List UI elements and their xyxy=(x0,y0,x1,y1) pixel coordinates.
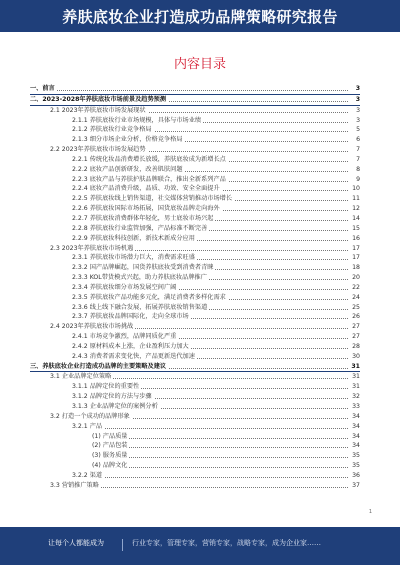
toc-entry-label: 2.4 2023年养肤底妆市场挑战 xyxy=(50,323,134,331)
toc-entry-label: 2.2.6 养肤底妆国际市场拓展，国货底妆品牌走向海外 xyxy=(72,205,220,213)
toc-entry-label: 3.2 打造一个成功的品牌形象 xyxy=(50,412,130,420)
toc-entry[interactable] xyxy=(30,175,360,185)
page-number: 1 xyxy=(368,509,372,515)
toc-entry-page: 28 xyxy=(349,342,360,352)
toc-entry-label: 2.3.7 养肤底妆品牌国际化，走向全球市场 xyxy=(72,313,189,321)
toc-entry-label: 2.2 2023年养肤底妆市场发展趋势 xyxy=(50,146,146,154)
toc-entry-page: 16 xyxy=(349,234,360,244)
toc-entry[interactable] xyxy=(30,283,360,293)
toc-entry-label: 3.1 企业品牌定位策略 xyxy=(50,373,112,381)
toc-entry-label: 2.2.1 传统化妆品消费增长放缓，养肤底妆成为新增长点 xyxy=(72,155,226,163)
toc-entry[interactable] xyxy=(30,234,360,244)
toc-entry-page: 11 xyxy=(349,194,360,204)
toc-leader-dots xyxy=(92,438,348,439)
toc-entry[interactable] xyxy=(30,322,360,332)
toc-entry[interactable] xyxy=(30,165,360,175)
toc-entry[interactable] xyxy=(30,84,360,95)
toc-entry[interactable] xyxy=(30,372,360,382)
toc-entry[interactable] xyxy=(30,382,360,392)
toc-entry[interactable] xyxy=(30,303,360,313)
toc-entry[interactable] xyxy=(30,481,360,491)
toc-entry-page: 17 xyxy=(349,244,360,254)
toc-entry-page: 10 xyxy=(349,184,360,194)
toc-entry-label: 3.2.2 渠道 xyxy=(72,471,103,479)
toc-entry-label: 3.2.1 产品 xyxy=(72,422,103,430)
toc-entry-label: 3.1.1 品牌定位的重要性 xyxy=(72,383,140,391)
toc-entry-page: 3 xyxy=(349,95,360,105)
toc-entry-label: (2) 产品包装 xyxy=(92,442,128,450)
toc-entry-page: 30 xyxy=(349,352,360,362)
toc-entry[interactable] xyxy=(30,432,360,442)
footer-brand-text: 让每个人都能成为 xyxy=(48,539,104,547)
toc-entry[interactable] xyxy=(30,362,360,373)
toc-entry-page: 35 xyxy=(349,451,360,461)
toc-entry-label: 2.2.3 底妆产品与养肤护肤品牌联合，推出全新系列产品 xyxy=(72,175,226,183)
toc-entry-page: 25 xyxy=(349,303,360,313)
toc-entry-page: 20 xyxy=(349,273,360,283)
footer-services-text: 行业专家，管理专家，营销专家，战略专家，成为企业家…… xyxy=(132,539,321,547)
report-title: 养肤底妆企业打造成功品牌策略研究报告 xyxy=(62,8,338,26)
table-of-contents xyxy=(30,84,360,491)
footer-divider xyxy=(122,539,123,551)
toc-entry-label: 2.3.6 线上线下融合发展，拓展养肤底妆销售渠道 xyxy=(72,303,208,311)
toc-entry-label: (4) 品牌文化 xyxy=(92,462,128,470)
toc-entry-page: 32 xyxy=(349,392,360,402)
toc-entry[interactable] xyxy=(30,194,360,204)
toc-entry-page: 33 xyxy=(349,402,360,412)
toc-entry[interactable] xyxy=(30,312,360,322)
toc-entry-page: 7 xyxy=(349,145,360,155)
report-header xyxy=(0,0,400,32)
toc-entry[interactable] xyxy=(30,116,360,126)
toc-entry-label: (1) 产品质量 xyxy=(92,432,128,440)
toc-entry-label: 3.1.3 企业品牌定位的案例分析 xyxy=(72,403,158,410)
toc-entry-label: (3) 服务质量 xyxy=(92,452,128,460)
toc-entry-label: 2.3.1 养肤底妆市场潜力巨大，消费需求旺盛 xyxy=(72,254,195,262)
toc-entry[interactable] xyxy=(30,145,360,155)
toc-entry[interactable] xyxy=(30,263,360,273)
toc-entry-page: 26 xyxy=(349,312,360,322)
toc-entry-page: 5 xyxy=(349,125,360,135)
toc-entry-page: 7 xyxy=(349,155,360,165)
toc-entry[interactable] xyxy=(30,106,360,116)
toc-entry-page: 6 xyxy=(349,135,360,145)
toc-entry[interactable] xyxy=(30,471,360,481)
toc-entry[interactable] xyxy=(30,214,360,224)
toc-entry-page: 18 xyxy=(349,263,360,273)
toc-entry-page: 22 xyxy=(349,283,360,293)
toc-entry[interactable] xyxy=(30,332,360,342)
toc-entry-label: 三、养肤底妆企业打造成功品牌的主要策略及建议 xyxy=(30,362,167,370)
toc-entry-page: 34 xyxy=(349,432,360,442)
toc-entry[interactable] xyxy=(30,125,360,135)
toc-entry-label: 2.2.7 养肤底妆消费群体年轻化，男士底妆市场兴起 xyxy=(72,214,214,222)
toc-entry-page: 31 xyxy=(349,362,360,372)
toc-entry-page: 24 xyxy=(349,293,360,303)
toc-entry-page: 31 xyxy=(349,372,360,382)
toc-entry-label: 2.1.3 细分市场企业分析，价格竞争格局 xyxy=(72,136,183,144)
toc-entry-label: 3.3 营销推广策略 xyxy=(50,481,99,489)
toc-entry[interactable] xyxy=(30,461,360,471)
toc-entry-label: 2.4.3 消费者需求变化快，产品更新迭代加速 xyxy=(72,352,195,360)
toc-entry[interactable] xyxy=(30,95,360,106)
toc-entry[interactable] xyxy=(30,184,360,194)
toc-entry[interactable] xyxy=(30,392,360,402)
toc-entry-page: 14 xyxy=(349,214,360,224)
toc-entry[interactable] xyxy=(30,135,360,145)
toc-entry[interactable] xyxy=(30,451,360,461)
toc-entry[interactable] xyxy=(30,412,360,422)
toc-entry-label: 2.4.1 市场竞争激烈，品牌同质化严重 xyxy=(72,333,177,341)
toc-leader-dots xyxy=(92,467,348,468)
toc-leader-dots xyxy=(92,447,348,448)
toc-entry-page: 34 xyxy=(349,412,360,422)
toc-entry[interactable] xyxy=(30,155,360,165)
toc-entry[interactable] xyxy=(30,273,360,283)
toc-entry-page: 34 xyxy=(349,422,360,432)
toc-entry-label: 一、前言 xyxy=(30,85,55,92)
toc-entry-page: 9 xyxy=(349,175,360,185)
toc-entry-page: 37 xyxy=(349,481,360,491)
toc-leader-dots xyxy=(30,90,348,91)
toc-entry-label: 2.2.9 养肤底妆科技创新，新技术新成分应用 xyxy=(72,234,195,242)
toc-leader-dots xyxy=(72,428,348,429)
toc-entry-label: 2.3.3 KOL带货模式兴起，助力养肤底妆品牌推广 xyxy=(72,274,207,282)
toc-entry-label: 2.1 2023年养肤底妆市场发展现状 xyxy=(50,106,146,114)
toc-entry[interactable] xyxy=(30,253,360,263)
toc-entry-page: 8 xyxy=(349,165,360,175)
toc-entry[interactable] xyxy=(30,224,360,234)
toc-entry[interactable] xyxy=(30,422,360,432)
toc-entry-label: 2.3.4 养肤底妆细分市场发展空间广阔 xyxy=(72,283,177,291)
footer-banner xyxy=(0,527,400,565)
toc-entry[interactable] xyxy=(30,244,360,254)
toc-leader-dots xyxy=(72,477,348,478)
toc-entry-page: 3 xyxy=(349,116,360,126)
toc-entry-page: 3 xyxy=(349,106,360,116)
toc-entry-label: 2.3.5 养肤底妆产品功能多元化，满足消费者多样化需求 xyxy=(72,293,226,301)
toc-entry-label: 2.2.2 底妆产品创新研发，改善肌肤问题 xyxy=(72,165,183,173)
toc-entry-page: 27 xyxy=(349,332,360,342)
toc-entry-label: 2.2.5 养肤底妆线上销售渠道，社交媒体营销推动市场增长 xyxy=(72,195,233,203)
toc-entry-page: 31 xyxy=(349,382,360,392)
toc-entry[interactable] xyxy=(30,441,360,451)
toc-entry-label: 2.1.2 养肤底妆行业竞争格局 xyxy=(72,126,152,134)
toc-entry-page: 15 xyxy=(349,224,360,234)
toc-entry-label: 3.1.2 品牌定位的方法与步骤 xyxy=(72,393,152,401)
toc-entry[interactable] xyxy=(30,204,360,214)
toc-entry-label: 二、2023-2028年养肤底妆市场前景及趋势预测 xyxy=(30,95,167,103)
toc-entry-label: 2.4.2 原材料成本上涨，企业盈利压力加大 xyxy=(72,342,189,350)
toc-entry-label: 2.3 2023年养肤底妆市场机遇 xyxy=(50,244,134,252)
toc-entry-page: 17 xyxy=(349,253,360,263)
toc-entry-label: 2.3.2 国产品牌崛起，国货养肤底妆受到消费者青睐 xyxy=(72,264,214,272)
toc-entry[interactable] xyxy=(30,352,360,362)
toc-entry[interactable] xyxy=(30,342,360,352)
toc-entry-page: 34 xyxy=(349,441,360,451)
toc-entry-page: 12 xyxy=(349,204,360,214)
toc-entry-page: 3 xyxy=(349,84,360,94)
toc-heading: 内容目录 xyxy=(173,57,226,72)
toc-entry[interactable] xyxy=(30,293,360,303)
toc-entry[interactable] xyxy=(30,402,360,412)
toc-entry-label: 2.2.4 底妆产品消费升级，品质、功效、安全全面提升 xyxy=(72,185,220,193)
toc-entry-page: 27 xyxy=(349,322,360,332)
toc-entry-label: 2.2.8 养肤底妆行业监管加强，产品标准不断完善 xyxy=(72,224,208,232)
toc-entry-page: 36 xyxy=(349,471,360,481)
toc-entry-label: 2.1.1 养肤底妆行业市场规模，具体与市场业绩 xyxy=(72,116,202,124)
toc-entry-page: 35 xyxy=(349,461,360,471)
toc-leader-dots xyxy=(92,457,348,458)
